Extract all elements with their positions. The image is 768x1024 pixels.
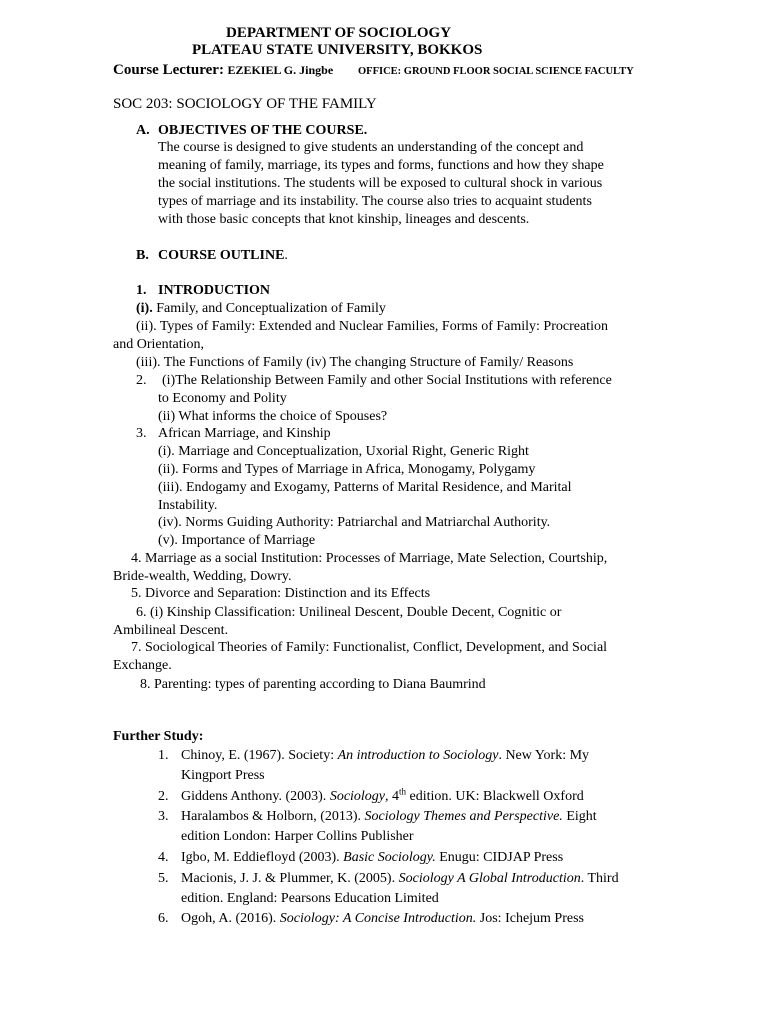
reference-number: 4. [158,850,169,865]
objectives-line: the social institutions. The students will be exposed to cultural shock in various [158,176,603,191]
reference-item: Igbo, M. Eddiefloyd (2003). Basic Sociology. Enugu: CIDJAP Press [181,850,564,865]
outline-item: (ii). Types of Family: Extended and Nuclear Families, Forms of Family: Procreation [136,319,608,334]
outline-item: (i). Family, and Conceptualization of Family [136,301,386,316]
objectives-line: with those basic concepts that knot kinship, lineages and descents. [158,212,530,227]
reference-item: Giddens Anthony. (2003). Sociology, 4th edition. UK: Blackwell Oxford [181,786,584,804]
outline-item: African Marriage, and Kinship [158,426,331,441]
outline-item: and Orientation, [113,337,204,352]
further-study-heading: Further Study: [113,729,204,744]
reference-number: 5. [158,871,169,886]
outline-item: 8. Parenting: types of parenting according to Diana Baumrind [140,677,486,692]
reference-item-continued: edition London: Harper Collins Publisher [181,829,414,844]
reference-item-continued: edition. England: Pearsons Education Limited [181,891,439,906]
outline-item: to Economy and Polity [158,391,287,406]
outline-item: (iv). Norms Guiding Authority: Patriarchal and Matriarchal Authority. [158,515,551,530]
objectives-heading: OBJECTIVES OF THE COURSE. [158,123,368,138]
outline-marker: B. [136,248,149,263]
reference-item: Chinoy, E. (1967). Society: An introduction to Sociology. New York: My [181,748,590,763]
outline-heading: COURSE OUTLINE. [158,248,288,263]
outline-item: Bride-wealth, Wedding, Dowry. [113,569,292,584]
intro-marker: 1. [136,283,147,298]
reference-number: 3. [158,809,169,824]
outline-item: (ii). Forms and Types of Marriage in Africa, Monogamy, Polygamy [158,462,536,477]
outline-item: Exchange. [113,658,172,673]
outline-item: Ambilineal Descent. [113,623,229,638]
objectives-line: The course is designed to give students an understanding of the concept and [158,140,584,155]
outline-item: 5. Divorce and Separation: Distinction and its Effects [131,586,431,601]
reference-item: Macionis, J. J. & Plummer, K. (2005). Sociology A Global Introduction. Third [181,871,619,886]
reference-number: 6. [158,911,169,926]
outline-item: 6. (i) Kinship Classification: Unilineal Descent, Double Decent, Cognitic or [136,605,562,620]
outline-item: (iii). Endogamy and Exogamy, Patterns of Marital Residence, and Marital [158,480,572,495]
reference-number: 2. [158,789,169,804]
objectives-line: meaning of family, marriage, its types and forms, functions and how they shape [158,158,604,173]
reference-number: 1. [158,748,169,763]
outline-item: (i). Marriage and Conceptualization, Uxorial Right, Generic Right [158,444,529,459]
lecturer-name: EZEKIEL G. Jingbe [227,63,334,77]
outline-item-number: 2. [136,373,147,388]
outline-item: 7. Sociological Theories of Family: Functionalist, Conflict, Development, and Social [131,640,608,655]
outline-item: Instability. [158,498,218,513]
reference-item-continued: Kingport Press [181,768,265,783]
outline-item: 4. Marriage as a social Institution: Processes of Marriage, Mate Selection, Courtship, [131,551,608,566]
university-title: PLATEAU STATE UNIVERSITY, BOKKOS [192,42,483,58]
outline-item: (ii) What informs the choice of Spouses? [158,409,388,424]
outline-item: (v). Importance of Marriage [158,533,316,548]
lecturer-label: Course Lecturer: [113,62,224,78]
outline-item: (i)The Relationship Between Family and other Social Institutions with reference [162,373,612,388]
lecturer-line [113,61,333,80]
reference-item: Haralambos & Holborn, (2013). Sociology Themes and Perspective. Eight [181,809,597,824]
intro-heading: INTRODUCTION [158,283,271,298]
course-title: SOC 203: SOCIOLOGY OF THE FAMILY [113,96,377,112]
outline-item: (iii). The Functions of Family (iv) The changing Structure of Family/ Reasons [136,355,574,370]
office-info: OFFICE: GROUND FLOOR SOCIAL SCIENCE FACULTY [358,66,634,77]
objectives-marker: A. [136,123,150,138]
objectives-line: types of marriage and its instability. The course also tries to acquaint students [158,194,592,209]
reference-item: Ogoh, A. (2016). Sociology: A Concise Introduction. Jos: Ichejum Press [181,911,584,926]
outline-item-number: 3. [136,426,147,441]
department-title: DEPARTMENT OF SOCIOLOGY [226,25,452,41]
